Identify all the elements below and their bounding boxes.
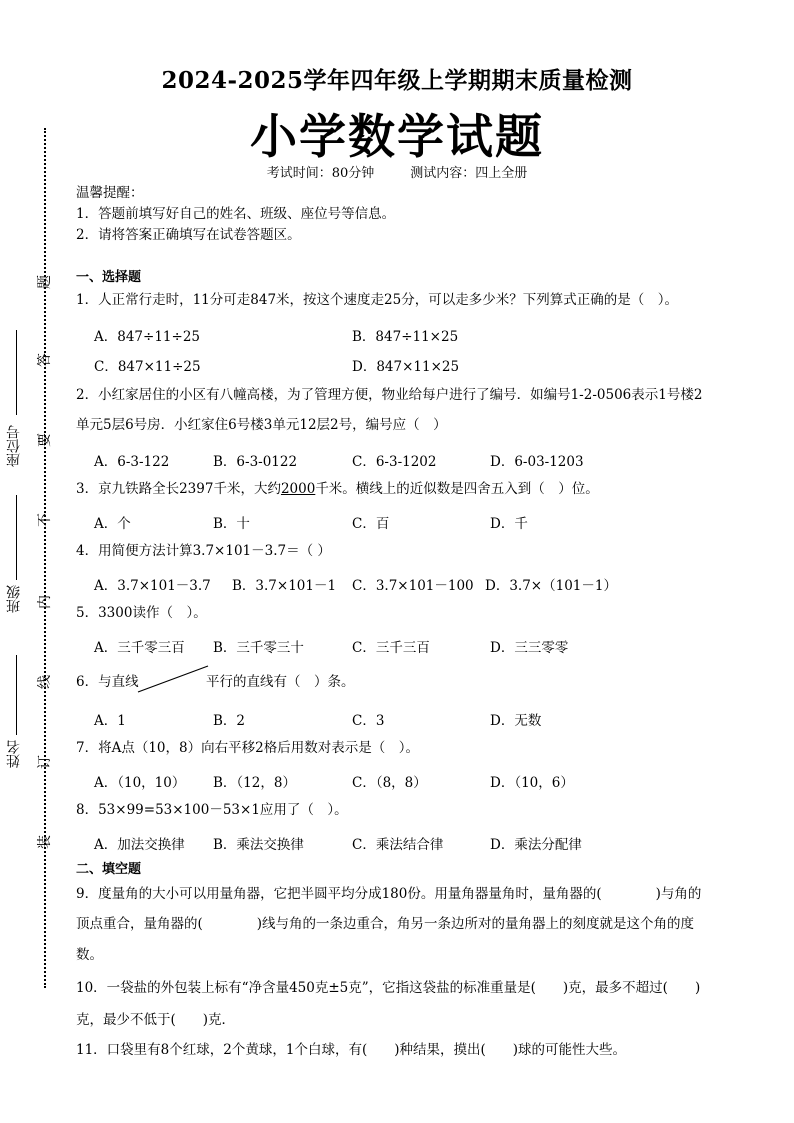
q3-option-a: A．个: [94, 516, 131, 532]
question-9: 9．度量角的大小可以用量角器，它把半圆平均分成180份。用量角器量角时，量角器的( )与角的: [76, 886, 702, 902]
q6-option-b: B．2: [213, 713, 246, 729]
section-heading-fill: 二、填空题: [76, 862, 142, 877]
notice-item: 2．请将答案正确填写在试卷答题区。: [76, 227, 301, 243]
name-blank: [16, 655, 17, 735]
question-5: 5．3300读作（ ）。: [76, 605, 207, 621]
q2-option-c: C．6-3-1202: [352, 454, 437, 470]
binding-char: 订: [37, 755, 53, 769]
q3-option-c: C．百: [352, 516, 390, 532]
q4-option-a: A．3.7×101－3.7: [94, 578, 211, 594]
q1-option-b: B．847÷11×25: [352, 329, 459, 345]
q3-option-d: D．千: [490, 516, 528, 532]
binding-char: 线: [37, 675, 53, 689]
question-11: 11．口袋里有8个红球，2个黄球，1个白球，有( )种结果，摸出( )球的可能性大些。: [76, 1042, 627, 1058]
q8-option-d: D．乘法分配律: [490, 837, 582, 853]
question-9-cont: 顶点重合，量角器的( )线与角的一条边重合，角另一条边所对的量角器上的刻度就是这个角的度: [76, 916, 695, 932]
section-heading-choice: 一、选择题: [76, 270, 142, 285]
q5-option-d: D．三三零零: [490, 640, 569, 656]
question-3-underlined: 2000: [280, 481, 316, 497]
q2-option-d: D．6-03-1203: [490, 454, 584, 470]
q5-option-a: A．三千零三百: [94, 640, 185, 656]
question-3-part: 千米。横线上的近似数是四舍五入到（ ）位。: [315, 481, 599, 497]
question-7: 7．将A点（10，8）向右平移2格后用数对表示是（ ）。: [76, 740, 419, 756]
question-2: 2．小红家居住的小区有八幢高楼，为了管理方便，物业给每户进行了编号．如编号1-2-0506表示1号楼2: [76, 387, 703, 403]
question-6-part: 6．与直线: [76, 674, 139, 690]
q5-option-b: B．三千零三十: [213, 640, 304, 656]
question-10-cont: 克，最少不低于( )克．: [76, 1012, 236, 1028]
question-8: 8．53×99=53×100－53×1应用了（ ）。: [76, 802, 348, 818]
q7-option-c: C．（8，8）: [352, 775, 427, 791]
question-3-part: 3．京九铁路全长2397千米，大约: [76, 481, 281, 497]
q4-option-c: C．3.7×101－100: [352, 578, 474, 594]
binding-char: 内: [37, 595, 53, 609]
q7-option-d: D．（10，6）: [490, 775, 574, 791]
q8-option-c: C．乘法结合律: [352, 837, 444, 853]
binding-char: 装: [37, 835, 53, 849]
question-3: [76, 479, 599, 499]
q3-option-b: B．十: [213, 516, 250, 532]
binding-char: 要: [37, 433, 53, 447]
exam-subtitle: 小学数学试题: [250, 110, 544, 165]
q7-option-a: A．（10，10）: [94, 775, 186, 791]
question-6-part: 平行的直线有（ ）条。: [206, 674, 355, 690]
q4-option-b: B．3.7×101－1: [232, 578, 337, 594]
q2-option-a: A．6-3-122: [94, 454, 170, 470]
q6-option-c: C．3: [352, 713, 385, 729]
exam-title: 2024-2025学年四年级上学期期末质量检测: [161, 67, 633, 94]
question-10: 10．一袋盐的外包装上标有“净含量450克±5克”，它指这袋盐的标准重量是( )克，最多不超过( ): [76, 980, 701, 996]
question-4: 4．用简便方法计算3.7×101－3.7＝（ ）: [76, 543, 331, 559]
question-1: 1．人正常行走时，11分可走847米，按这个速度走25分，可以走多少米？下列算式正确的是（ ）。: [76, 292, 678, 308]
exam-time: 考试时间：80分钟: [266, 166, 375, 181]
notice-item: 1．答题前填写好自己的姓名、班级、座位号等信息。: [76, 206, 396, 222]
binding-dotted-line: [44, 128, 46, 988]
q5-option-c: C．三千三百: [352, 640, 430, 656]
binding-char: 答: [37, 353, 53, 367]
q7-option-b: B．（12，8）: [213, 775, 296, 791]
binding-char: 题: [37, 275, 53, 289]
straight-line-figure: [136, 664, 210, 694]
q1-option-d: D．847×11×25: [352, 359, 460, 375]
q1-option-c: C．847×11÷25: [94, 359, 201, 375]
class-blank: [16, 495, 17, 580]
q6-option-a: A．1: [94, 713, 126, 729]
question-9-cont: 数。: [76, 947, 103, 963]
name-label: 姓名: [6, 740, 22, 768]
seat-number-label: 座位号: [6, 425, 22, 467]
binding-char: 不: [37, 513, 53, 527]
seat-number-blank: [16, 330, 17, 415]
question-2-cont: 单元5层6号房．小红家住6号楼3单元12层2号，编号应（ ）: [76, 417, 447, 433]
notice-heading: 温馨提醒：: [76, 185, 144, 201]
q6-option-d: D．无数: [490, 713, 542, 729]
q8-option-b: B．乘法交换律: [213, 837, 304, 853]
q8-option-a: A．加法交换律: [94, 837, 185, 853]
q2-option-b: B．6-3-0122: [213, 454, 298, 470]
class-label: 班级: [6, 585, 22, 613]
exam-info: [0, 162, 794, 181]
q1-option-a: A．847÷11÷25: [94, 329, 200, 345]
q4-option-d: D．3.7×（101－1）: [485, 578, 617, 594]
exam-content: 测试内容：四上全册: [410, 166, 528, 181]
